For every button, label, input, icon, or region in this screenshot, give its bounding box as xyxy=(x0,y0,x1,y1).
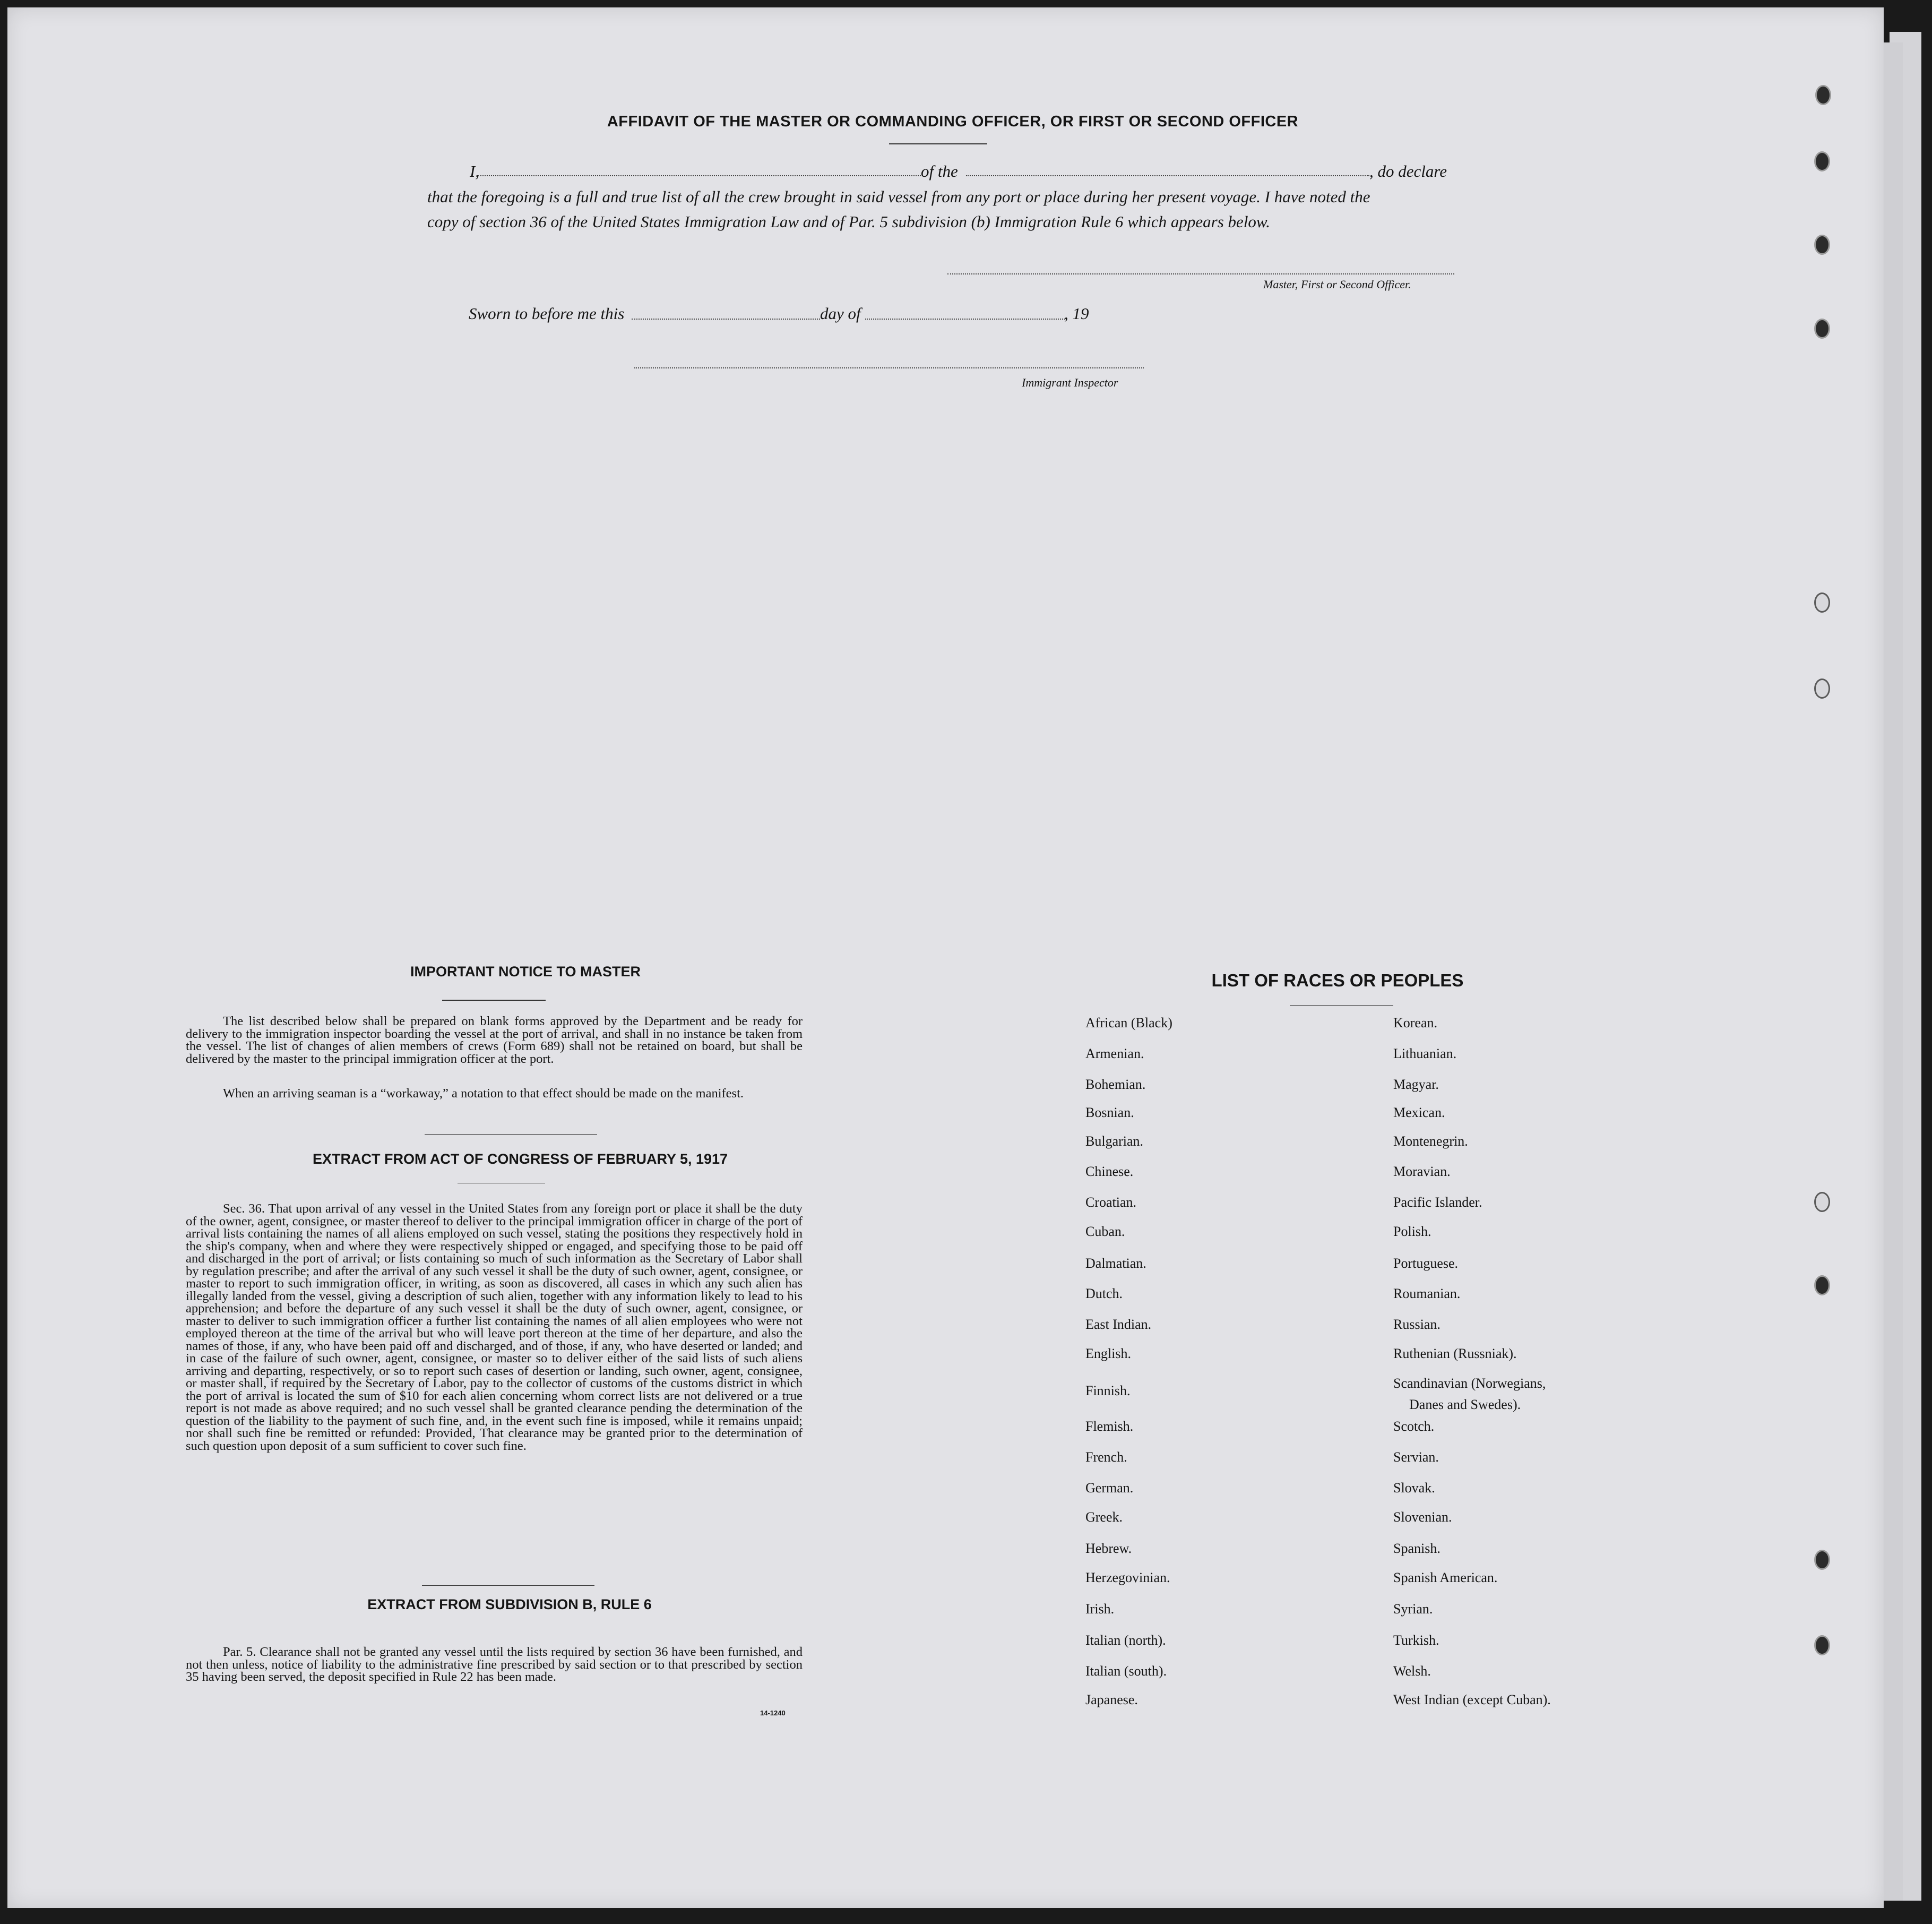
form-number: 14-1240 xyxy=(760,1709,786,1717)
document-page xyxy=(7,7,1884,1908)
act-extract-title: EXTRACT FROM ACT OF CONGRESS OF FEBRUARY 5, 1917 xyxy=(312,1151,728,1167)
notice-rule xyxy=(442,1000,546,1001)
races-title-rule xyxy=(1290,1005,1393,1006)
race-item-left-16: German. xyxy=(1085,1480,1134,1496)
race-item-right-21: Turkish. xyxy=(1393,1633,1439,1648)
race-item-right-14: Scotch. xyxy=(1393,1419,1435,1434)
binder-hole-icon xyxy=(1814,592,1830,613)
day-of-label: day of xyxy=(820,304,861,323)
notice-paragraph-2: When an arriving seaman is a “workaway,” a notation to that effect should be made on the manifest. xyxy=(223,1086,744,1101)
inspector-caption: Immigrant Inspector xyxy=(1022,376,1118,389)
rule-extract-title: EXTRACT FROM SUBDIVISION B, RULE 6 xyxy=(367,1596,652,1612)
notice-title: IMPORTANT NOTICE TO MASTER xyxy=(410,964,641,980)
declare-text: , do declare xyxy=(1369,162,1447,181)
binder-hole-icon xyxy=(1814,1192,1830,1212)
affidavit-title: AFFIDAVIT OF THE MASTER OR COMMANDING OFFICER, OR FIRST OR SECOND OFFICER xyxy=(607,113,1299,130)
race-item-left-7: Croatian. xyxy=(1085,1195,1137,1210)
race-item-right-8: Polish. xyxy=(1393,1224,1431,1239)
race-item-continuation: Danes and Swedes). xyxy=(1409,1397,1521,1412)
sworn-label: Sworn to before me this xyxy=(469,304,625,323)
race-item-left-22: Italian (south). xyxy=(1085,1663,1167,1679)
notice-paragraph-1: The list described below shall be prepared on blank forms approved by the Department and be ready for delivery to the immigration inspector boarding the vessel at the port of arrival, and shall in no instance be taken from the vessel. The list of changes of alien members of crews (Form 689) shall not be retained on board, but shall be delivered by the master to the principal immigration officer at the port. xyxy=(186,1014,803,1066)
affidavit-line-2: that the foregoing is a full and true list of all the crew brought in said vessel from any port or place during her present voyage. I have noted the xyxy=(427,187,1370,206)
race-item-left-5: Bulgarian. xyxy=(1085,1133,1144,1149)
race-item-right-1: Korean. xyxy=(1393,1015,1438,1030)
act-extract-divider xyxy=(422,1585,594,1586)
master-signature-caption: Master, First or Second Officer. xyxy=(1263,278,1411,291)
binder-hole-icon xyxy=(1814,319,1830,339)
act-extract-text: Sec. 36. That upon arrival of any vessel in the United States from any foreign port or place it shall be the duty of the owner, agent, consignee, or master thereof to deliver to the principal immigration officer in charge of the port of arrival lists containing the names of all aliens employed on such vessel, stating the positions they respectively hold in the ship's company, when and where they were respectively shipped or engaged, and specifying those to be paid off and discharged in the port of arrival; or lists containing so much of such information as the Secretary of Labor shall by regulation prescribe; and after the arrival of any such vessel it shall be the duty of such owner, agent, consignee, or master to report to such immigration officer, in writing, as soon as discovered, all cases in which any such alien has illegally landed from the vessel, giving a description of such alien, together with any information likely to lead to his apprehension; and before the departure of any such vessel it shall be the duty of such owner, agent, consignee, or master to deliver to such immigration officer a further list containing the names of all alien employees who were not employed thereon at the time of the arrival but who will leave port thereon at the time of her departure, and also the names of those, if any, who have been paid off and discharged, and of those, if any, who have deserted or landed; and in case of the failure of such owner, agent, consignee, or master so to deliver either of the said lists of such aliens arriving and departing, respectively, or so to report such cases of desertion or landing, such owner, agent, consignee, or master shall, if required by the Secretary of Labor, pay to the collector of customs of the customs district in which the port of arrival is located the sum of $10 for each alien concerning whom correct lists are not delivered or a true report is not made as above required; and no such vessel shall be granted clearance pending the determination of the question of the liability to the payment of such fine, and, in the event such fine is imposed, while it remains unpaid; nor shall such fine be remitted or refunded: Provided, That clearance may be granted prior to the determination of such question upon deposit of a sum sufficient to cover such fine. xyxy=(186,1201,803,1453)
race-item-right-20: Syrian. xyxy=(1393,1601,1433,1617)
sworn-day-field[interactable] xyxy=(632,319,820,320)
race-item-right-10: Roumanian. xyxy=(1393,1286,1461,1301)
binder-hole-icon xyxy=(1814,1275,1830,1295)
master-signature-field[interactable] xyxy=(947,273,1454,274)
race-item-left-9: Dalmatian. xyxy=(1085,1256,1146,1271)
declarant-label: I, xyxy=(470,162,480,181)
race-item-left-1: African (Black) xyxy=(1085,1015,1172,1030)
race-item-left-21: Italian (north). xyxy=(1085,1633,1166,1648)
race-item-right-2: Lithuanian. xyxy=(1393,1046,1457,1061)
race-item-right-13: Scandinavian (Norwegians, xyxy=(1393,1376,1546,1391)
binder-hole-icon xyxy=(1814,235,1830,255)
race-item-right-11: Russian. xyxy=(1393,1317,1441,1332)
race-item-left-17: Greek. xyxy=(1085,1509,1123,1525)
vessel-name-field[interactable] xyxy=(966,175,1369,176)
race-item-left-23: Japanese. xyxy=(1085,1692,1138,1707)
race-item-right-17: Slovenian. xyxy=(1393,1509,1452,1525)
sworn-month-field[interactable] xyxy=(865,319,1067,320)
race-item-right-15: Servian. xyxy=(1393,1449,1439,1465)
race-item-left-3: Bohemian. xyxy=(1085,1077,1146,1092)
rule-extract-text: Par. 5. Clearance shall not be granted any vessel until the lists required by section 36 have been furnished, and not then unless, notice of liability to the administrative fine prescribed by said section or to that prescribed by section 35 having been served, the deposit specified in Rule 22 has been made. xyxy=(186,1645,803,1684)
race-item-right-4: Mexican. xyxy=(1393,1105,1445,1120)
races-list-title: LIST OF RACES OR PEOPLES xyxy=(1211,970,1464,990)
race-item-left-20: Irish. xyxy=(1085,1601,1115,1617)
race-item-left-8: Cuban. xyxy=(1085,1224,1125,1239)
race-item-left-14: Flemish. xyxy=(1085,1419,1134,1434)
race-item-left-10: Dutch. xyxy=(1085,1286,1123,1301)
sworn-year-label: , 19 xyxy=(1064,304,1089,323)
race-item-left-12: English. xyxy=(1085,1346,1131,1361)
race-item-left-2: Armenian. xyxy=(1085,1046,1144,1061)
binder-hole-icon xyxy=(1814,1550,1830,1570)
race-item-left-13: Finnish. xyxy=(1085,1383,1131,1398)
race-item-left-18: Hebrew. xyxy=(1085,1541,1132,1556)
race-item-left-15: French. xyxy=(1085,1449,1127,1465)
race-item-right-16: Slovak. xyxy=(1393,1480,1435,1496)
race-item-right-12: Ruthenian (Russniak). xyxy=(1393,1346,1517,1361)
affidavit-line-3: copy of section 36 of the United States Immigration Law and of Par. 5 subdivision (b) Immigration Rule 6 which appears below. xyxy=(427,212,1271,231)
binder-hole-icon xyxy=(1814,1635,1830,1655)
notice-divider xyxy=(425,1134,597,1135)
race-item-right-9: Portuguese. xyxy=(1393,1256,1459,1271)
binder-hole-icon xyxy=(1814,151,1830,171)
race-item-left-6: Chinese. xyxy=(1085,1164,1134,1179)
race-item-right-22: Welsh. xyxy=(1393,1663,1431,1679)
binder-hole-icon xyxy=(1815,85,1831,105)
race-item-right-6: Moravian. xyxy=(1393,1164,1451,1179)
race-item-right-18: Spanish. xyxy=(1393,1541,1441,1556)
binder-hole-icon xyxy=(1814,678,1830,699)
vessel-label: of the xyxy=(921,162,958,181)
race-item-right-3: Magyar. xyxy=(1393,1077,1439,1092)
inspector-signature-field[interactable] xyxy=(634,367,1144,368)
declarant-name-field[interactable] xyxy=(478,175,921,176)
race-item-left-19: Herzegovinian. xyxy=(1085,1570,1170,1585)
race-item-right-23: West Indian (except Cuban). xyxy=(1393,1692,1551,1707)
race-item-right-5: Montenegrin. xyxy=(1393,1133,1468,1149)
race-item-right-19: Spanish American. xyxy=(1393,1570,1498,1585)
title-rule xyxy=(889,143,987,144)
race-item-left-11: East Indian. xyxy=(1085,1317,1152,1332)
race-item-right-7: Pacific Islander. xyxy=(1393,1195,1482,1210)
race-item-left-4: Bosnian. xyxy=(1085,1105,1134,1120)
